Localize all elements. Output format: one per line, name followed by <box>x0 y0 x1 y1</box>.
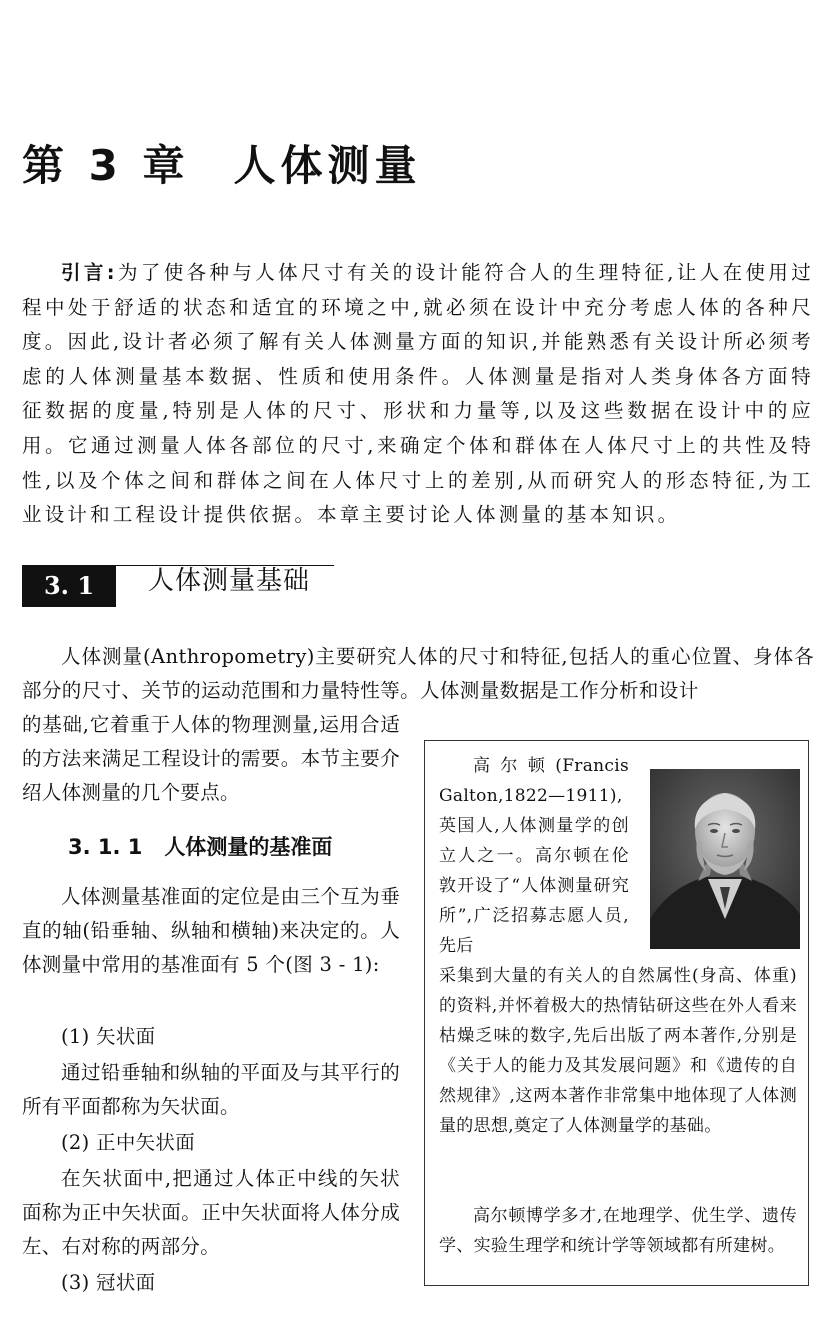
section-title: 人体测量基础 <box>148 566 311 596</box>
intro-text: 为了使各种与人体尺寸有关的设计能符合人的生理特征,让人在使用过程中处于舒适的状态和适宜的环境之中,就必须在设计中充分考虑人体的各种尺度。因此,设计者必须了解有关人体测量方面的知识,并能熟悉有关设计所必须考虑的人体测量基本数据、性质和使用条件。人体测量是指对人类身体各方面特征数据的度量,特别是人体的尺寸、形状和力量等,以及这些数据在设计中的应用。它通过测量人体各部位的尺寸,来确定个体和群体在人体尺寸上的共性及特性,以及个体之间和群体之间在人体尺寸上的差别,从而研究人的形态特征,为工业设计和工程设计提供依据。本章主要讨论人体测量的基本知识。 <box>22 261 814 527</box>
galton-sidebar-box <box>424 740 809 1286</box>
list-item-coronal: (3) 冠状面 <box>61 1271 156 1294</box>
galton-bio-intro: 高尔顿(Francis Galton,1822—1911),英国人,人体测量学的创立人之一。高尔顿在伦敦开设了“人体测量研究所”,广泛招募志愿人员,先后 <box>439 756 629 956</box>
subsection-paragraph: 人体测量基准面的定位是由三个互为垂直的轴(铅垂轴、纵轴和横轴)来决定的。人体测量中常用的基准面有 5 个(图 3 - 1): <box>22 885 400 976</box>
galton-bio-top <box>439 751 629 961</box>
chapter-title <box>22 138 421 194</box>
galton-bio-second-paragraph: 高尔顿博学多才,在地理学、优生学、遗传学、实验生理学和统计学等领域都有所建树。 <box>439 1206 797 1256</box>
list-item-sagittal: (1) 矢状面 <box>61 1025 156 1048</box>
subsection-title: 人体测量的基准面 <box>164 835 333 859</box>
section-heading <box>22 562 334 606</box>
list-item-median-sagittal: (2) 正中矢状面 <box>61 1131 196 1154</box>
subsection-heading <box>68 830 332 864</box>
median-sagittal-definition: 在矢状面中,把通过人体正中线的矢状面称为正中矢状面。正中矢状面将人体分成左、右对称的两部分。 <box>22 1167 400 1258</box>
portrait-image <box>650 769 800 949</box>
section-intro-continuation: 的基础,它着重于人体的物理测量,运用合适的方法来满足工程设计的需要。本节主要介绍人体测量的几个要点。 <box>22 713 400 804</box>
subsection-number: 3. 1. 1 <box>68 835 143 859</box>
intro-paragraph <box>22 256 814 533</box>
chapter-name: 人体测量 <box>233 141 422 190</box>
intro-label: 引言: <box>61 261 118 284</box>
galton-portrait <box>650 769 800 949</box>
chapter-number: 第 3 章 <box>22 141 190 190</box>
section-intro-paragraph: 人体测量(Anthropometry)主要研究人体的尺寸和特征,包括人的重心位置、身体各部分的尺寸、关节的运动范围和力量特性等。人体测量数据是工作分析和设计 <box>22 645 814 702</box>
galton-bio-body: 采集到大量的有关人的自然属性(身高、体重)的资料,并怀着极大的热情钻研这些在外人看来枯燥乏味的数字,先后出版了两本著作,分别是《关于人的能力及其发展问题》和《遗传的自然规律》,这两本著作非常集中地体现了人体测量的思想,奠定了人体测量学的基础。 <box>439 966 797 1136</box>
section-number: 3. 1 <box>22 565 116 607</box>
sagittal-definition: 通过铅垂轴和纵轴的平面及与其平行的所有平面都称为矢状面。 <box>22 1061 400 1118</box>
